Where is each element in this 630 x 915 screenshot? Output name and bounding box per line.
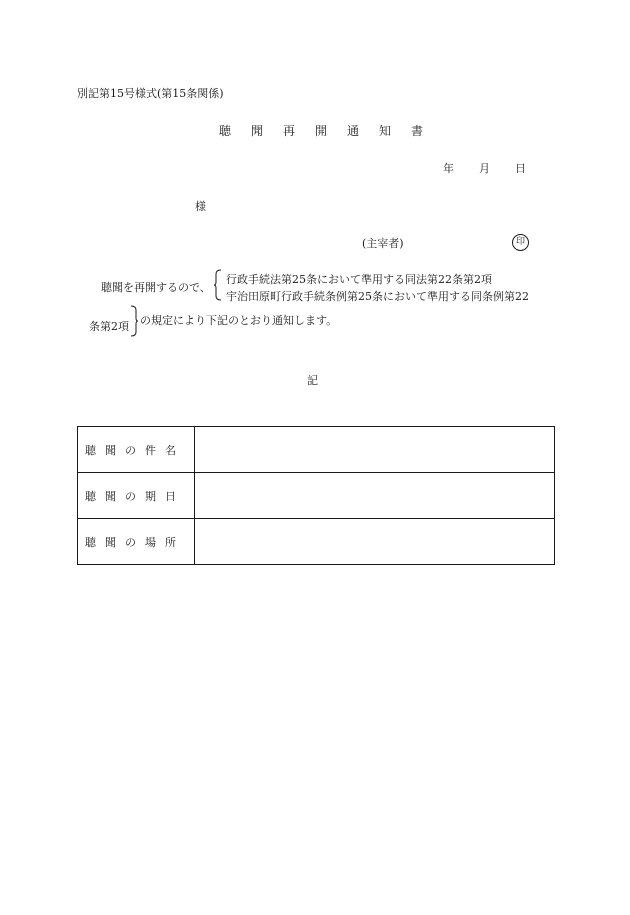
row-label-place: 聴聞の場所 [78, 519, 195, 565]
row-value-place [195, 519, 555, 565]
presider-label: (主宰者) [362, 237, 404, 250]
hearing-details-table [77, 426, 555, 565]
date-block [443, 160, 526, 176]
law-option-national: 行政手続法第25条において準用する同法第22条第2項 [226, 273, 492, 286]
date-month: 月 [479, 162, 490, 175]
body-intro: 聴聞を再開するので、 [101, 281, 211, 294]
row-label-date: 聴聞の期日 [78, 473, 195, 519]
addressee-suffix: 様 [195, 200, 206, 213]
notation-ki: 記 [307, 374, 318, 387]
law-continuation: 条第2項 [89, 320, 129, 333]
row-label-case-name: 聴聞の件名 [78, 427, 195, 473]
right-brace-icon [130, 305, 139, 337]
left-brace-icon [213, 269, 223, 301]
notice-sentence: の規定により下記のとおり通知します。 [140, 314, 338, 327]
table-row [78, 473, 555, 519]
seal-mark: 印 [512, 234, 529, 251]
table-row [78, 427, 555, 473]
date-year: 年 [443, 162, 454, 175]
date-day: 日 [515, 162, 526, 175]
row-value-case-name [195, 427, 555, 473]
form-label: 別記第15号様式(第15条関係) [77, 87, 224, 100]
document-title: 聴聞再開通知書 [219, 124, 444, 138]
table-row [78, 519, 555, 565]
law-option-local: 宇治田原町行政手続条例第25条において準用する同条例第22 [226, 290, 529, 303]
row-value-date [195, 473, 555, 519]
